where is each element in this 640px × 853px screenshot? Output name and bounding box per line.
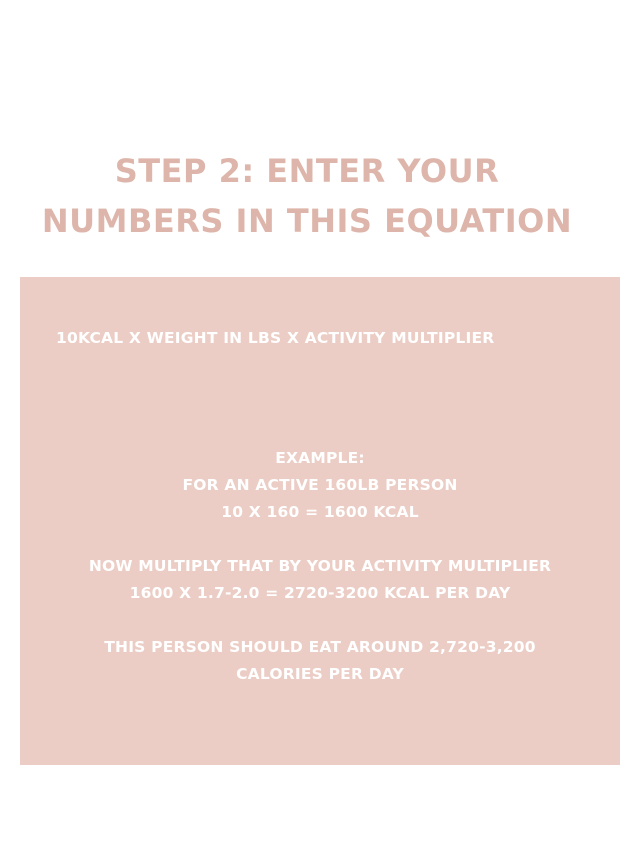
formula-text: 10KCAL X WEIGHT IN LBS X ACTIVITY MULTIPLIER bbox=[56, 329, 495, 347]
page-title bbox=[0, 146, 614, 246]
spacer bbox=[20, 607, 620, 634]
multiply-instruction: NOW MULTIPLY THAT BY YOUR ACTIVITY MULTIPLIER bbox=[88, 557, 552, 575]
conclusion-line-1: THIS PERSON SHOULD EAT AROUND 2,720-3,200 bbox=[104, 638, 536, 656]
multiply-calculation: 1600 X 1.7-2.0 = 2720-3200 KCAL PER DAY bbox=[129, 584, 511, 602]
conclusion-line-2: CALORIES PER DAY bbox=[236, 665, 404, 683]
spacer bbox=[20, 526, 620, 553]
example-person: FOR AN ACTIVE 160LB PERSON bbox=[182, 476, 458, 494]
example-heading: EXAMPLE: bbox=[275, 449, 365, 467]
example-block bbox=[20, 445, 620, 688]
title-line-1: STEP 2: ENTER YOUR bbox=[114, 152, 500, 190]
title-line-2: NUMBERS IN THIS EQUATION bbox=[41, 202, 573, 240]
equation-panel bbox=[20, 277, 620, 765]
example-calculation: 10 X 160 = 1600 KCAL bbox=[221, 503, 419, 521]
